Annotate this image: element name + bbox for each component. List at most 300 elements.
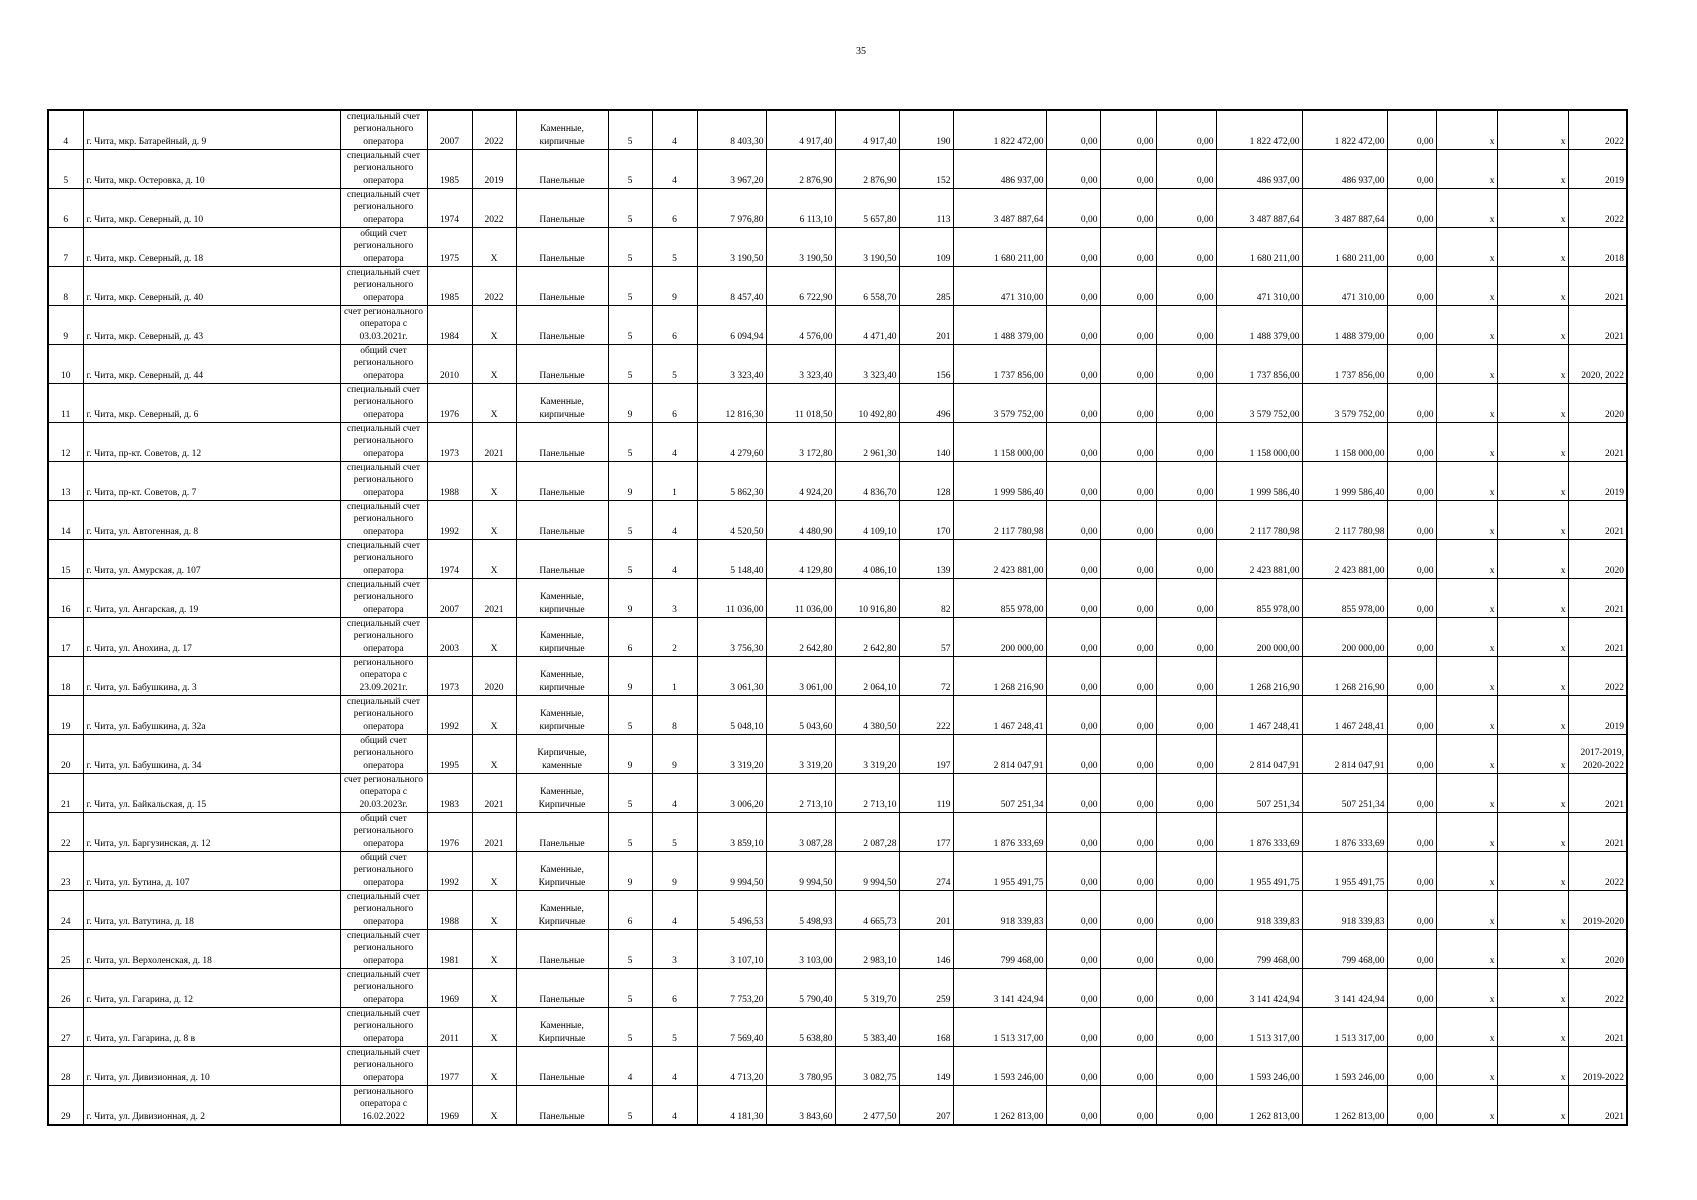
amount-f-cell: 0,00: [1387, 1086, 1436, 1126]
year-built-cell: 1974: [427, 540, 472, 579]
amount-d-cell: 1 262 813,00: [1216, 1086, 1302, 1126]
year-built-cell: 1976: [427, 384, 472, 423]
people-count-cell: 140: [899, 423, 953, 462]
wall-material-cell: Каменные, кирпичные: [516, 110, 608, 150]
amount-b-cell: 0,00: [1100, 110, 1156, 150]
year-built-cell: 1988: [427, 891, 472, 930]
years-cell: 2022: [1568, 969, 1627, 1008]
entrances-cell: 3: [652, 579, 697, 618]
floors-cell: 5: [608, 345, 652, 384]
area-b-cell: 5 657,80: [835, 189, 899, 228]
entrances-cell: 5: [652, 228, 697, 267]
wall-material-cell: Панельные: [516, 1086, 608, 1126]
amount-c-cell: 0,00: [1156, 345, 1216, 384]
address-cell: г. Чита, мкр. Северный, д. 10: [83, 189, 340, 228]
account-type-cell: общий счет регионального оператора: [340, 228, 427, 267]
address-cell: г. Чита, ул. Бабушкина, д. 34: [83, 735, 340, 774]
amount-f-cell: 0,00: [1387, 969, 1436, 1008]
year-built-cell: 1992: [427, 696, 472, 735]
amount-a-cell: 0,00: [1046, 618, 1100, 657]
mark-x-b-cell: x: [1497, 540, 1568, 579]
amount-e-cell: 471 310,00: [1302, 267, 1387, 306]
amount-total-cell: 3 141 424,94: [953, 969, 1046, 1008]
years-cell: 2020: [1568, 384, 1627, 423]
account-type-cell: специальный счет регионального оператора: [340, 384, 427, 423]
floors-cell: 5: [608, 1086, 652, 1126]
mark-x-b-cell: x: [1497, 579, 1568, 618]
amount-a-cell: 0,00: [1046, 228, 1100, 267]
wall-material-cell: Панельные: [516, 423, 608, 462]
years-cell: 2017-2019, 2020-2022: [1568, 735, 1627, 774]
amount-a-cell: 0,00: [1046, 930, 1100, 969]
amount-c-cell: 0,00: [1156, 852, 1216, 891]
mark-x-b-cell: x: [1497, 423, 1568, 462]
wall-material-cell: Каменные, кирпичные: [516, 657, 608, 696]
area-a-cell: 2 876,90: [766, 150, 835, 189]
wall-material-cell: Панельные: [516, 813, 608, 852]
account-type-cell: регионального оператора с 23.09.2021г.: [340, 657, 427, 696]
table-row: [48, 969, 1627, 1008]
row-number-cell: 6: [48, 189, 83, 228]
address-cell: г. Чита, мкр. Северный, д. 6: [83, 384, 340, 423]
amount-e-cell: 918 339,83: [1302, 891, 1387, 930]
people-count-cell: 72: [899, 657, 953, 696]
wall-material-cell: Каменные, кирпичные: [516, 696, 608, 735]
wall-material-cell: Панельные: [516, 540, 608, 579]
address-cell: г. Чита, пр-кт. Советов, д. 7: [83, 462, 340, 501]
area-b-cell: 4 471,40: [835, 306, 899, 345]
amount-c-cell: 0,00: [1156, 696, 1216, 735]
amount-a-cell: 0,00: [1046, 1047, 1100, 1086]
area-total-cell: 6 094,94: [697, 306, 766, 345]
amount-d-cell: 3 141 424,94: [1216, 969, 1302, 1008]
people-count-cell: 190: [899, 110, 953, 150]
amount-e-cell: 1 876 333,69: [1302, 813, 1387, 852]
mark-x-a-cell: x: [1436, 150, 1497, 189]
table-row: [48, 1008, 1627, 1047]
account-type-cell: специальный счет регионального оператора: [340, 462, 427, 501]
amount-a-cell: 0,00: [1046, 696, 1100, 735]
people-count-cell: 139: [899, 540, 953, 579]
year-value-cell: 2021: [472, 813, 516, 852]
area-a-cell: 11 036,00: [766, 579, 835, 618]
amount-f-cell: 0,00: [1387, 267, 1436, 306]
amount-c-cell: 0,00: [1156, 657, 1216, 696]
wall-material-cell: Каменные, Кирпичные: [516, 774, 608, 813]
amount-a-cell: 0,00: [1046, 774, 1100, 813]
area-b-cell: 4 086,10: [835, 540, 899, 579]
amount-f-cell: 0,00: [1387, 110, 1436, 150]
years-cell: 2022: [1568, 852, 1627, 891]
amount-a-cell: 0,00: [1046, 540, 1100, 579]
wall-material-cell: Панельные: [516, 267, 608, 306]
area-total-cell: 3 859,10: [697, 813, 766, 852]
amount-a-cell: 0,00: [1046, 384, 1100, 423]
area-total-cell: 11 036,00: [697, 579, 766, 618]
area-a-cell: 3 103,00: [766, 930, 835, 969]
row-number-cell: 29: [48, 1086, 83, 1126]
amount-e-cell: 2 117 780,98: [1302, 501, 1387, 540]
floors-cell: 5: [608, 813, 652, 852]
entrances-cell: 4: [652, 774, 697, 813]
mark-x-a-cell: x: [1436, 1008, 1497, 1047]
people-count-cell: 128: [899, 462, 953, 501]
amount-b-cell: 0,00: [1100, 1086, 1156, 1126]
year-value-cell: X: [472, 384, 516, 423]
amount-total-cell: 2 117 780,98: [953, 501, 1046, 540]
year-built-cell: 1983: [427, 774, 472, 813]
amount-e-cell: 3 141 424,94: [1302, 969, 1387, 1008]
people-count-cell: 82: [899, 579, 953, 618]
people-count-cell: 149: [899, 1047, 953, 1086]
people-count-cell: 207: [899, 1086, 953, 1126]
amount-d-cell: 1 876 333,69: [1216, 813, 1302, 852]
floors-cell: 5: [608, 228, 652, 267]
table-row: [48, 110, 1627, 150]
table-row: [48, 384, 1627, 423]
amount-c-cell: 0,00: [1156, 579, 1216, 618]
area-a-cell: 2 642,80: [766, 618, 835, 657]
wall-material-cell: Панельные: [516, 501, 608, 540]
amount-c-cell: 0,00: [1156, 1008, 1216, 1047]
amount-a-cell: 0,00: [1046, 267, 1100, 306]
amount-c-cell: 0,00: [1156, 267, 1216, 306]
amount-total-cell: 1 999 586,40: [953, 462, 1046, 501]
area-total-cell: 3 319,20: [697, 735, 766, 774]
years-cell: 2022: [1568, 657, 1627, 696]
amount-b-cell: 0,00: [1100, 1047, 1156, 1086]
amount-total-cell: 3 487 887,64: [953, 189, 1046, 228]
amount-total-cell: 799 468,00: [953, 930, 1046, 969]
area-a-cell: 9 994,50: [766, 852, 835, 891]
amount-a-cell: 0,00: [1046, 1086, 1100, 1126]
amount-d-cell: 1 737 856,00: [1216, 345, 1302, 384]
mark-x-b-cell: x: [1497, 1047, 1568, 1086]
amount-b-cell: 0,00: [1100, 345, 1156, 384]
amount-total-cell: 1 513 317,00: [953, 1008, 1046, 1047]
amount-e-cell: 1 262 813,00: [1302, 1086, 1387, 1126]
address-cell: г. Чита, мкр. Северный, д. 44: [83, 345, 340, 384]
address-cell: г. Чита, ул. Бутина, д. 107: [83, 852, 340, 891]
area-b-cell: 2 064,10: [835, 657, 899, 696]
table-row: [48, 462, 1627, 501]
year-value-cell: X: [472, 1086, 516, 1126]
year-value-cell: X: [472, 228, 516, 267]
table-row: [48, 228, 1627, 267]
mark-x-b-cell: x: [1497, 735, 1568, 774]
amount-a-cell: 0,00: [1046, 579, 1100, 618]
mark-x-b-cell: x: [1497, 852, 1568, 891]
year-built-cell: 1969: [427, 969, 472, 1008]
row-number-cell: 28: [48, 1047, 83, 1086]
amount-total-cell: 2 423 881,00: [953, 540, 1046, 579]
amount-c-cell: 0,00: [1156, 930, 1216, 969]
account-type-cell: общий счет регионального оператора: [340, 735, 427, 774]
row-number-cell: 18: [48, 657, 83, 696]
years-cell: 2021: [1568, 423, 1627, 462]
mark-x-b-cell: x: [1497, 306, 1568, 345]
mark-x-a-cell: x: [1436, 306, 1497, 345]
year-value-cell: X: [472, 852, 516, 891]
mark-x-a-cell: x: [1436, 189, 1497, 228]
floors-cell: 5: [608, 774, 652, 813]
year-built-cell: 1975: [427, 228, 472, 267]
area-b-cell: 2 642,80: [835, 618, 899, 657]
amount-b-cell: 0,00: [1100, 462, 1156, 501]
amount-d-cell: 200 000,00: [1216, 618, 1302, 657]
amount-e-cell: 1 822 472,00: [1302, 110, 1387, 150]
amount-e-cell: 1 737 856,00: [1302, 345, 1387, 384]
amount-a-cell: 0,00: [1046, 423, 1100, 462]
amount-c-cell: 0,00: [1156, 618, 1216, 657]
amount-total-cell: 2 814 047,91: [953, 735, 1046, 774]
amount-a-cell: 0,00: [1046, 657, 1100, 696]
amount-a-cell: 0,00: [1046, 891, 1100, 930]
area-b-cell: 3 082,75: [835, 1047, 899, 1086]
area-total-cell: 5 862,30: [697, 462, 766, 501]
years-cell: 2021: [1568, 501, 1627, 540]
floors-cell: 4: [608, 1047, 652, 1086]
floors-cell: 5: [608, 540, 652, 579]
mark-x-b-cell: x: [1497, 384, 1568, 423]
amount-f-cell: 0,00: [1387, 501, 1436, 540]
area-a-cell: 6 113,10: [766, 189, 835, 228]
amount-c-cell: 0,00: [1156, 501, 1216, 540]
account-type-cell: специальный счет регионального оператора: [340, 110, 427, 150]
amount-c-cell: 0,00: [1156, 110, 1216, 150]
floors-cell: 5: [608, 930, 652, 969]
people-count-cell: 222: [899, 696, 953, 735]
row-number-cell: 4: [48, 110, 83, 150]
area-b-cell: 2 087,28: [835, 813, 899, 852]
table-row: [48, 267, 1627, 306]
amount-total-cell: 1 488 379,00: [953, 306, 1046, 345]
entrances-cell: 4: [652, 891, 697, 930]
wall-material-cell: Панельные: [516, 345, 608, 384]
mark-x-b-cell: x: [1497, 150, 1568, 189]
amount-d-cell: 2 117 780,98: [1216, 501, 1302, 540]
amount-total-cell: 1 680 211,00: [953, 228, 1046, 267]
year-value-cell: X: [472, 501, 516, 540]
amount-f-cell: 0,00: [1387, 1047, 1436, 1086]
mark-x-b-cell: x: [1497, 813, 1568, 852]
amount-e-cell: 2 814 047,91: [1302, 735, 1387, 774]
amount-total-cell: 471 310,00: [953, 267, 1046, 306]
wall-material-cell: Кирпичные, каменные: [516, 735, 608, 774]
area-b-cell: 4 109,10: [835, 501, 899, 540]
row-number-cell: 25: [48, 930, 83, 969]
amount-b-cell: 0,00: [1100, 189, 1156, 228]
area-a-cell: 4 129,80: [766, 540, 835, 579]
table-row: [48, 813, 1627, 852]
people-count-cell: 197: [899, 735, 953, 774]
amount-total-cell: 1 467 248,41: [953, 696, 1046, 735]
area-b-cell: 2 477,50: [835, 1086, 899, 1126]
amount-d-cell: 2 423 881,00: [1216, 540, 1302, 579]
amount-total-cell: 200 000,00: [953, 618, 1046, 657]
row-number-cell: 12: [48, 423, 83, 462]
mark-x-b-cell: x: [1497, 930, 1568, 969]
amount-f-cell: 0,00: [1387, 813, 1436, 852]
amount-total-cell: 1 158 000,00: [953, 423, 1046, 462]
area-b-cell: 5 383,40: [835, 1008, 899, 1047]
address-cell: г. Чита, ул. Ватутина, д. 18: [83, 891, 340, 930]
amount-f-cell: 0,00: [1387, 189, 1436, 228]
account-type-cell: специальный счет регионального оператора: [340, 891, 427, 930]
entrances-cell: 6: [652, 306, 697, 345]
address-cell: г. Чита, ул. Дивизионная, д. 10: [83, 1047, 340, 1086]
table-row: [48, 423, 1627, 462]
mark-x-a-cell: x: [1436, 110, 1497, 150]
amount-b-cell: 0,00: [1100, 579, 1156, 618]
address-cell: г. Чита, мкр. Батарейный, д. 9: [83, 110, 340, 150]
account-type-cell: специальный счет регионального оператора: [340, 540, 427, 579]
floors-cell: 5: [608, 501, 652, 540]
amount-f-cell: 0,00: [1387, 540, 1436, 579]
account-type-cell: специальный счет регионального оператора: [340, 1008, 427, 1047]
people-count-cell: 168: [899, 1008, 953, 1047]
amount-e-cell: 507 251,34: [1302, 774, 1387, 813]
area-total-cell: 4 279,60: [697, 423, 766, 462]
amount-a-cell: 0,00: [1046, 501, 1100, 540]
amount-total-cell: 507 251,34: [953, 774, 1046, 813]
entrances-cell: 6: [652, 189, 697, 228]
area-total-cell: 4 713,20: [697, 1047, 766, 1086]
address-cell: г. Чита, ул. Баргузинская, д. 12: [83, 813, 340, 852]
years-cell: 2021: [1568, 774, 1627, 813]
amount-d-cell: 1 467 248,41: [1216, 696, 1302, 735]
year-value-cell: X: [472, 930, 516, 969]
amount-d-cell: 918 339,83: [1216, 891, 1302, 930]
years-cell: 2019-2022: [1568, 1047, 1627, 1086]
account-type-cell: общий счет регионального оператора: [340, 813, 427, 852]
amount-a-cell: 0,00: [1046, 189, 1100, 228]
area-b-cell: 2 983,10: [835, 930, 899, 969]
amount-b-cell: 0,00: [1100, 969, 1156, 1008]
entrances-cell: 4: [652, 110, 697, 150]
mark-x-b-cell: x: [1497, 189, 1568, 228]
people-count-cell: 119: [899, 774, 953, 813]
amount-a-cell: 0,00: [1046, 735, 1100, 774]
wall-material-cell: Панельные: [516, 150, 608, 189]
mark-x-a-cell: x: [1436, 1047, 1497, 1086]
year-value-cell: 2019: [472, 150, 516, 189]
account-type-cell: общий счет регионального оператора: [340, 852, 427, 891]
area-total-cell: 4 181,30: [697, 1086, 766, 1126]
area-b-cell: 3 319,20: [835, 735, 899, 774]
area-b-cell: 10 916,80: [835, 579, 899, 618]
amount-b-cell: 0,00: [1100, 540, 1156, 579]
mark-x-b-cell: x: [1497, 462, 1568, 501]
year-built-cell: 1969: [427, 1086, 472, 1126]
area-total-cell: 3 107,10: [697, 930, 766, 969]
mark-x-b-cell: x: [1497, 1086, 1568, 1126]
area-a-cell: 4 480,90: [766, 501, 835, 540]
address-cell: г. Чита, ул. Байкальская, д. 15: [83, 774, 340, 813]
area-a-cell: 3 087,28: [766, 813, 835, 852]
years-cell: 2020: [1568, 540, 1627, 579]
year-built-cell: 2007: [427, 110, 472, 150]
year-value-cell: X: [472, 540, 516, 579]
amount-a-cell: 0,00: [1046, 1008, 1100, 1047]
mark-x-b-cell: x: [1497, 501, 1568, 540]
amount-b-cell: 0,00: [1100, 813, 1156, 852]
amount-c-cell: 0,00: [1156, 540, 1216, 579]
year-built-cell: 2010: [427, 345, 472, 384]
area-b-cell: 4 836,70: [835, 462, 899, 501]
account-type-cell: специальный счет регионального оператора: [340, 501, 427, 540]
amount-b-cell: 0,00: [1100, 306, 1156, 345]
area-a-cell: 3 843,60: [766, 1086, 835, 1126]
people-count-cell: 146: [899, 930, 953, 969]
floors-cell: 9: [608, 657, 652, 696]
area-total-cell: 7 569,40: [697, 1008, 766, 1047]
account-type-cell: специальный счет регионального оператора: [340, 696, 427, 735]
people-count-cell: 201: [899, 306, 953, 345]
year-value-cell: X: [472, 345, 516, 384]
area-total-cell: 5 496,53: [697, 891, 766, 930]
amount-c-cell: 0,00: [1156, 774, 1216, 813]
amount-a-cell: 0,00: [1046, 969, 1100, 1008]
account-type-cell: специальный счет регионального оператора: [340, 618, 427, 657]
year-built-cell: 1988: [427, 462, 472, 501]
amount-total-cell: 1 593 246,00: [953, 1047, 1046, 1086]
address-cell: г. Чита, ул. Бабушкина, д. 32а: [83, 696, 340, 735]
area-b-cell: 4 917,40: [835, 110, 899, 150]
amount-b-cell: 0,00: [1100, 384, 1156, 423]
amount-f-cell: 0,00: [1387, 579, 1436, 618]
row-number-cell: 5: [48, 150, 83, 189]
people-count-cell: 259: [899, 969, 953, 1008]
entrances-cell: 6: [652, 384, 697, 423]
wall-material-cell: Каменные, Кирпичные: [516, 891, 608, 930]
area-b-cell: 2 961,30: [835, 423, 899, 462]
year-value-cell: 2021: [472, 423, 516, 462]
row-number-cell: 21: [48, 774, 83, 813]
row-number-cell: 14: [48, 501, 83, 540]
mark-x-b-cell: x: [1497, 1008, 1568, 1047]
wall-material-cell: Панельные: [516, 1047, 608, 1086]
mark-x-b-cell: x: [1497, 345, 1568, 384]
amount-total-cell: 855 978,00: [953, 579, 1046, 618]
years-cell: 2019: [1568, 696, 1627, 735]
amount-a-cell: 0,00: [1046, 306, 1100, 345]
mark-x-a-cell: x: [1436, 696, 1497, 735]
mark-x-a-cell: x: [1436, 267, 1497, 306]
area-total-cell: 9 994,50: [697, 852, 766, 891]
entrances-cell: 4: [652, 1086, 697, 1126]
people-count-cell: 170: [899, 501, 953, 540]
address-cell: г. Чита, ул. Гагарина, д. 12: [83, 969, 340, 1008]
amount-e-cell: 3 579 752,00: [1302, 384, 1387, 423]
row-number-cell: 23: [48, 852, 83, 891]
floors-cell: 9: [608, 384, 652, 423]
wall-material-cell: Каменные, Кирпичные: [516, 852, 608, 891]
amount-b-cell: 0,00: [1100, 228, 1156, 267]
area-a-cell: 3 061,00: [766, 657, 835, 696]
area-a-cell: 4 924,20: [766, 462, 835, 501]
years-cell: 2021: [1568, 813, 1627, 852]
address-cell: г. Чита, мкр. Северный, д. 40: [83, 267, 340, 306]
area-a-cell: 5 638,80: [766, 1008, 835, 1047]
floors-cell: 9: [608, 852, 652, 891]
table-row: [48, 150, 1627, 189]
amount-d-cell: 1 680 211,00: [1216, 228, 1302, 267]
account-type-cell: специальный счет регионального оператора: [340, 423, 427, 462]
area-a-cell: 6 722,90: [766, 267, 835, 306]
amount-b-cell: 0,00: [1100, 774, 1156, 813]
amount-c-cell: 0,00: [1156, 228, 1216, 267]
